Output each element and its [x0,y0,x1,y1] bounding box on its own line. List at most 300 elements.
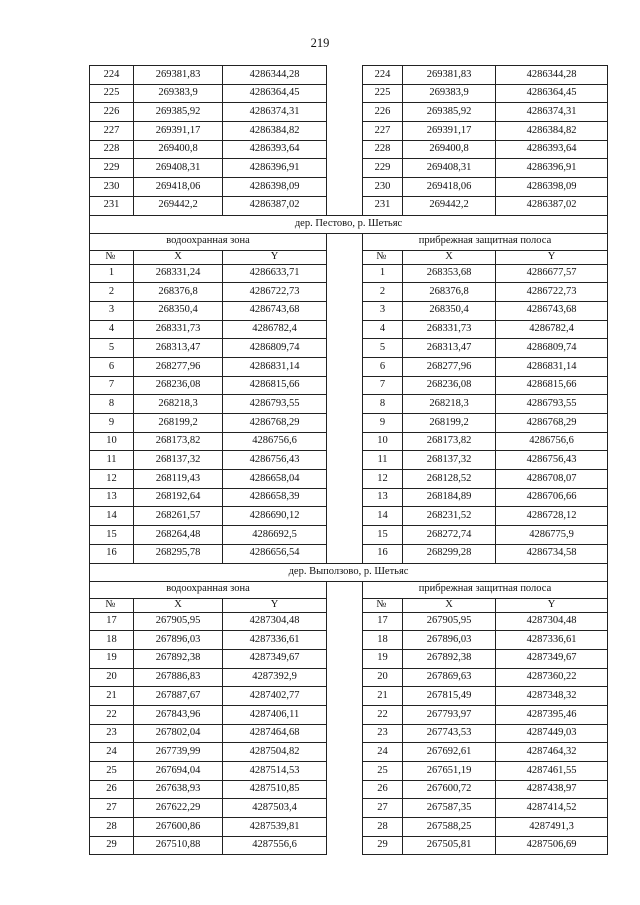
left-cell-y: 4287402,77 [223,687,327,706]
table-row [90,631,608,650]
right-cell-y: 4286344,28 [496,66,608,85]
right-cell-x: 269442,2 [403,196,496,215]
left-cell-num: 17 [90,612,134,631]
left-cell-y: 4286393,64 [223,140,327,159]
right-cell-x: 268137,32 [403,451,496,470]
right-cell-x: 268313,47 [403,339,496,358]
column-gap [327,376,363,395]
right-cell-num: 7 [363,376,403,395]
right-cell-y: 4286708,07 [496,470,608,489]
right-cell-x: 267588,25 [403,818,496,837]
right-cell-num: 23 [363,724,403,743]
left-cell-y: 4286756,43 [223,451,327,470]
right-cell-x: 269418,06 [403,178,496,197]
column-header-x: X [134,598,223,612]
left-cell-x: 268376,8 [134,283,223,302]
right-cell-num: 6 [363,357,403,376]
left-cell-num: 229 [90,159,134,178]
left-cell-y: 4286692,5 [223,526,327,545]
right-cell-y: 4287464,32 [496,743,608,762]
table-row [90,301,608,320]
left-cell-x: 267802,04 [134,724,223,743]
right-cell-y: 4286756,43 [496,451,608,470]
right-cell-y: 4286809,74 [496,339,608,358]
column-gap [327,264,363,283]
left-cell-y: 4286387,02 [223,196,327,215]
left-cell-x: 268350,4 [134,301,223,320]
column-gap [327,178,363,197]
left-cell-y: 4287539,81 [223,818,327,837]
left-cell-num: 227 [90,122,134,141]
table-row [90,836,608,855]
left-cell-y: 4287464,68 [223,724,327,743]
right-cell-num: 18 [363,631,403,650]
page-number: 219 [310,36,330,50]
column-gap [327,668,363,687]
table-row [90,178,608,197]
column-gap [327,159,363,178]
table-row [90,264,608,283]
column-header-num: № [363,598,403,612]
left-cell-num: 24 [90,743,134,762]
table-row [90,507,608,526]
zone-label-water-protection: водоохранная зона [90,233,327,250]
left-cell-num: 26 [90,780,134,799]
left-cell-num: 3 [90,301,134,320]
left-cell-num: 20 [90,668,134,687]
left-cell-num: 4 [90,320,134,339]
column-gap [327,66,363,85]
left-cell-num: 15 [90,526,134,545]
right-cell-x: 267869,63 [403,668,496,687]
left-cell-y: 4286722,73 [223,283,327,302]
column-header-y: Y [496,250,608,264]
table-row [90,780,608,799]
column-header-num: № [363,250,403,264]
table-row [90,743,608,762]
right-cell-num: 24 [363,743,403,762]
left-cell-x: 268137,32 [134,451,223,470]
right-cell-x: 267505,81 [403,836,496,855]
right-cell-num: 3 [363,301,403,320]
right-cell-y: 4286706,66 [496,488,608,507]
zone-header-row [90,233,608,250]
left-cell-y: 4286364,45 [223,84,327,103]
coordinates-table [89,65,608,855]
left-cell-num: 27 [90,799,134,818]
left-cell-y: 4286633,71 [223,264,327,283]
table-row [90,818,608,837]
left-cell-num: 13 [90,488,134,507]
right-cell-num: 10 [363,432,403,451]
right-cell-num: 12 [363,470,403,489]
right-cell-y: 4287491,3 [496,818,608,837]
left-cell-num: 2 [90,283,134,302]
zone-label-coastal-strip: прибрежная защитная полоса [363,233,608,250]
left-cell-num: 22 [90,705,134,724]
right-cell-num: 230 [363,178,403,197]
right-cell-num: 226 [363,103,403,122]
right-cell-y: 4286782,4 [496,320,608,339]
left-cell-num: 28 [90,818,134,837]
left-cell-num: 228 [90,140,134,159]
left-cell-y: 4286831,14 [223,357,327,376]
left-cell-x: 269381,83 [134,66,223,85]
right-cell-num: 19 [363,649,403,668]
left-cell-num: 21 [90,687,134,706]
column-gap [327,84,363,103]
right-cell-y: 4286393,64 [496,140,608,159]
right-cell-num: 2 [363,283,403,302]
right-cell-x: 267651,19 [403,762,496,781]
column-header-row [90,598,608,612]
table-row [90,320,608,339]
right-cell-num: 8 [363,395,403,414]
left-cell-x: 268236,08 [134,376,223,395]
table-row [90,612,608,631]
left-cell-num: 19 [90,649,134,668]
left-cell-x: 269391,17 [134,122,223,141]
left-cell-x: 268199,2 [134,414,223,433]
left-cell-y: 4286656,54 [223,544,327,563]
right-cell-x: 268350,4 [403,301,496,320]
right-cell-y: 4286374,31 [496,103,608,122]
table-row [90,470,608,489]
left-cell-num: 11 [90,451,134,470]
left-cell-x: 268313,47 [134,339,223,358]
table-row [90,159,608,178]
table-row [90,357,608,376]
column-gap [327,357,363,376]
column-gap [327,687,363,706]
right-cell-num: 228 [363,140,403,159]
column-header-x: X [134,250,223,264]
right-cell-num: 17 [363,612,403,631]
right-cell-y: 4286722,73 [496,283,608,302]
table-row [90,687,608,706]
left-cell-x: 268218,3 [134,395,223,414]
column-gap [327,233,363,250]
left-cell-x: 268261,57 [134,507,223,526]
column-header-x: X [403,250,496,264]
table-row [90,196,608,215]
column-gap [327,705,363,724]
table-row [90,414,608,433]
left-cell-x: 267600,86 [134,818,223,837]
left-cell-x: 268173,82 [134,432,223,451]
column-gap [327,631,363,650]
column-gap [327,544,363,563]
left-cell-y: 4287392,9 [223,668,327,687]
right-cell-y: 4286768,29 [496,414,608,433]
table-row [90,66,608,85]
left-cell-x: 267843,96 [134,705,223,724]
right-cell-x: 268277,96 [403,357,496,376]
column-header-y: Y [496,598,608,612]
left-cell-x: 269385,92 [134,103,223,122]
table-row [90,432,608,451]
right-cell-y: 4287395,46 [496,705,608,724]
left-cell-y: 4287514,53 [223,762,327,781]
left-cell-y: 4286344,28 [223,66,327,85]
left-cell-y: 4286815,66 [223,376,327,395]
column-gap [327,780,363,799]
left-cell-x: 267638,93 [134,780,223,799]
table-row [90,122,608,141]
column-gap [327,301,363,320]
right-cell-y: 4287349,67 [496,649,608,668]
left-cell-num: 230 [90,178,134,197]
left-cell-x: 268277,96 [134,357,223,376]
right-cell-num: 25 [363,762,403,781]
right-cell-y: 4286396,91 [496,159,608,178]
right-cell-x: 267793,97 [403,705,496,724]
right-cell-num: 16 [363,544,403,563]
table-row [90,649,608,668]
right-cell-y: 4286734,58 [496,544,608,563]
left-cell-x: 267510,88 [134,836,223,855]
table-row [90,526,608,545]
right-cell-y: 4286677,57 [496,264,608,283]
left-cell-y: 4286374,31 [223,103,327,122]
column-header-num: № [90,598,134,612]
right-cell-num: 11 [363,451,403,470]
left-cell-y: 4286398,09 [223,178,327,197]
table-row [90,103,608,122]
column-gap [327,140,363,159]
left-cell-y: 4286809,74 [223,339,327,358]
left-cell-x: 269418,06 [134,178,223,197]
column-gap [327,724,363,743]
table-row [90,705,608,724]
right-cell-y: 4287438,97 [496,780,608,799]
right-cell-x: 269381,83 [403,66,496,85]
left-cell-y: 4286768,29 [223,414,327,433]
section-title-row [90,563,608,581]
left-cell-x: 268295,78 [134,544,223,563]
column-header-y: Y [223,598,327,612]
table-row [90,762,608,781]
right-cell-x: 267896,03 [403,631,496,650]
right-cell-x: 267815,49 [403,687,496,706]
right-cell-x: 268218,3 [403,395,496,414]
section-title: дер. Выползово, р. Шетьяс [90,563,608,581]
right-cell-num: 27 [363,799,403,818]
right-cell-x: 267587,35 [403,799,496,818]
column-gap [327,103,363,122]
left-cell-x: 268331,73 [134,320,223,339]
right-cell-y: 4287461,55 [496,762,608,781]
right-cell-y: 4286728,12 [496,507,608,526]
column-gap [327,283,363,302]
table-row [90,376,608,395]
left-cell-y: 4286782,4 [223,320,327,339]
left-cell-y: 4286793,55 [223,395,327,414]
column-header-y: Y [223,250,327,264]
left-cell-x: 267892,38 [134,649,223,668]
table-row [90,488,608,507]
right-cell-x: 268331,73 [403,320,496,339]
right-cell-num: 22 [363,705,403,724]
right-cell-x: 267892,38 [403,649,496,668]
right-cell-x: 269408,31 [403,159,496,178]
left-cell-num: 5 [90,339,134,358]
column-gap [327,799,363,818]
left-cell-x: 269400,8 [134,140,223,159]
column-gap [327,612,363,631]
column-header-x: X [403,598,496,612]
left-cell-num: 16 [90,544,134,563]
left-cell-x: 267887,67 [134,687,223,706]
right-cell-num: 20 [363,668,403,687]
left-cell-y: 4286658,39 [223,488,327,507]
right-cell-y: 4287449,03 [496,724,608,743]
zone-label-water-protection: водоохранная зона [90,581,327,598]
right-cell-x: 269385,92 [403,103,496,122]
right-cell-x: 268353,68 [403,264,496,283]
right-cell-num: 15 [363,526,403,545]
right-cell-x: 267743,53 [403,724,496,743]
right-cell-num: 5 [363,339,403,358]
right-cell-x: 267905,95 [403,612,496,631]
right-cell-num: 9 [363,414,403,433]
right-cell-x: 268272,74 [403,526,496,545]
column-gap [327,598,363,612]
table-row [90,724,608,743]
table-row [90,84,608,103]
right-cell-num: 1 [363,264,403,283]
right-cell-y: 4286815,66 [496,376,608,395]
left-cell-y: 4287503,4 [223,799,327,818]
left-cell-num: 10 [90,432,134,451]
right-cell-x: 268184,89 [403,488,496,507]
table-row [90,395,608,414]
left-cell-x: 267622,29 [134,799,223,818]
left-cell-y: 4286384,82 [223,122,327,141]
right-cell-num: 224 [363,66,403,85]
table-row [90,544,608,563]
right-cell-x: 269391,17 [403,122,496,141]
right-cell-y: 4286756,6 [496,432,608,451]
left-cell-y: 4287556,6 [223,836,327,855]
left-cell-x: 267886,83 [134,668,223,687]
zone-label-coastal-strip: прибрежная защитная полоса [363,581,608,598]
right-cell-num: 13 [363,488,403,507]
right-cell-y: 4286384,82 [496,122,608,141]
left-cell-num: 8 [90,395,134,414]
left-cell-x: 268331,24 [134,264,223,283]
column-gap [327,320,363,339]
column-gap [327,649,363,668]
left-cell-num: 14 [90,507,134,526]
right-cell-num: 4 [363,320,403,339]
right-cell-x: 267600,72 [403,780,496,799]
column-gap [327,507,363,526]
left-cell-y: 4286756,6 [223,432,327,451]
right-cell-y: 4286831,14 [496,357,608,376]
right-cell-y: 4287304,48 [496,612,608,631]
left-cell-x: 269383,9 [134,84,223,103]
right-cell-num: 28 [363,818,403,837]
right-cell-y: 4287336,61 [496,631,608,650]
table-row [90,140,608,159]
table-row [90,668,608,687]
right-cell-y: 4287414,52 [496,799,608,818]
left-cell-y: 4287504,82 [223,743,327,762]
left-cell-y: 4287406,11 [223,705,327,724]
right-cell-y: 4286398,09 [496,178,608,197]
right-cell-y: 4286387,02 [496,196,608,215]
column-gap [327,488,363,507]
left-cell-num: 224 [90,66,134,85]
left-cell-x: 268192,64 [134,488,223,507]
left-cell-x: 269442,2 [134,196,223,215]
table-row [90,451,608,470]
left-cell-x: 267896,03 [134,631,223,650]
column-gap [327,339,363,358]
column-gap [327,526,363,545]
right-cell-x: 268376,8 [403,283,496,302]
right-cell-x: 268173,82 [403,432,496,451]
left-cell-y: 4286743,68 [223,301,327,320]
right-cell-y: 4286775,9 [496,526,608,545]
left-cell-num: 226 [90,103,134,122]
column-gap [327,196,363,215]
left-cell-y: 4286690,12 [223,507,327,526]
column-gap [327,581,363,598]
right-cell-num: 26 [363,780,403,799]
table-row [90,339,608,358]
column-gap [327,122,363,141]
left-cell-x: 268119,43 [134,470,223,489]
left-cell-num: 23 [90,724,134,743]
right-cell-x: 268236,08 [403,376,496,395]
left-cell-y: 4287336,61 [223,631,327,650]
column-gap [327,818,363,837]
right-cell-x: 269400,8 [403,140,496,159]
column-gap [327,451,363,470]
left-cell-num: 9 [90,414,134,433]
left-cell-num: 6 [90,357,134,376]
left-cell-num: 7 [90,376,134,395]
left-cell-x: 268264,48 [134,526,223,545]
right-cell-y: 4287360,22 [496,668,608,687]
right-cell-num: 21 [363,687,403,706]
left-cell-num: 1 [90,264,134,283]
right-cell-y: 4286743,68 [496,301,608,320]
right-cell-y: 4287348,32 [496,687,608,706]
left-cell-y: 4287349,67 [223,649,327,668]
left-cell-num: 29 [90,836,134,855]
section-title: дер. Пестово, р. Шетьяс [90,215,608,233]
right-cell-num: 14 [363,507,403,526]
left-cell-y: 4286396,91 [223,159,327,178]
left-cell-num: 231 [90,196,134,215]
column-gap [327,432,363,451]
left-cell-y: 4287510,85 [223,780,327,799]
left-cell-num: 225 [90,84,134,103]
right-cell-num: 227 [363,122,403,141]
left-cell-x: 267905,95 [134,612,223,631]
right-cell-y: 4287506,69 [496,836,608,855]
column-gap [327,470,363,489]
column-gap [327,395,363,414]
left-cell-x: 267694,04 [134,762,223,781]
left-cell-num: 25 [90,762,134,781]
right-cell-x: 268128,52 [403,470,496,489]
column-gap [327,414,363,433]
right-cell-y: 4286793,55 [496,395,608,414]
